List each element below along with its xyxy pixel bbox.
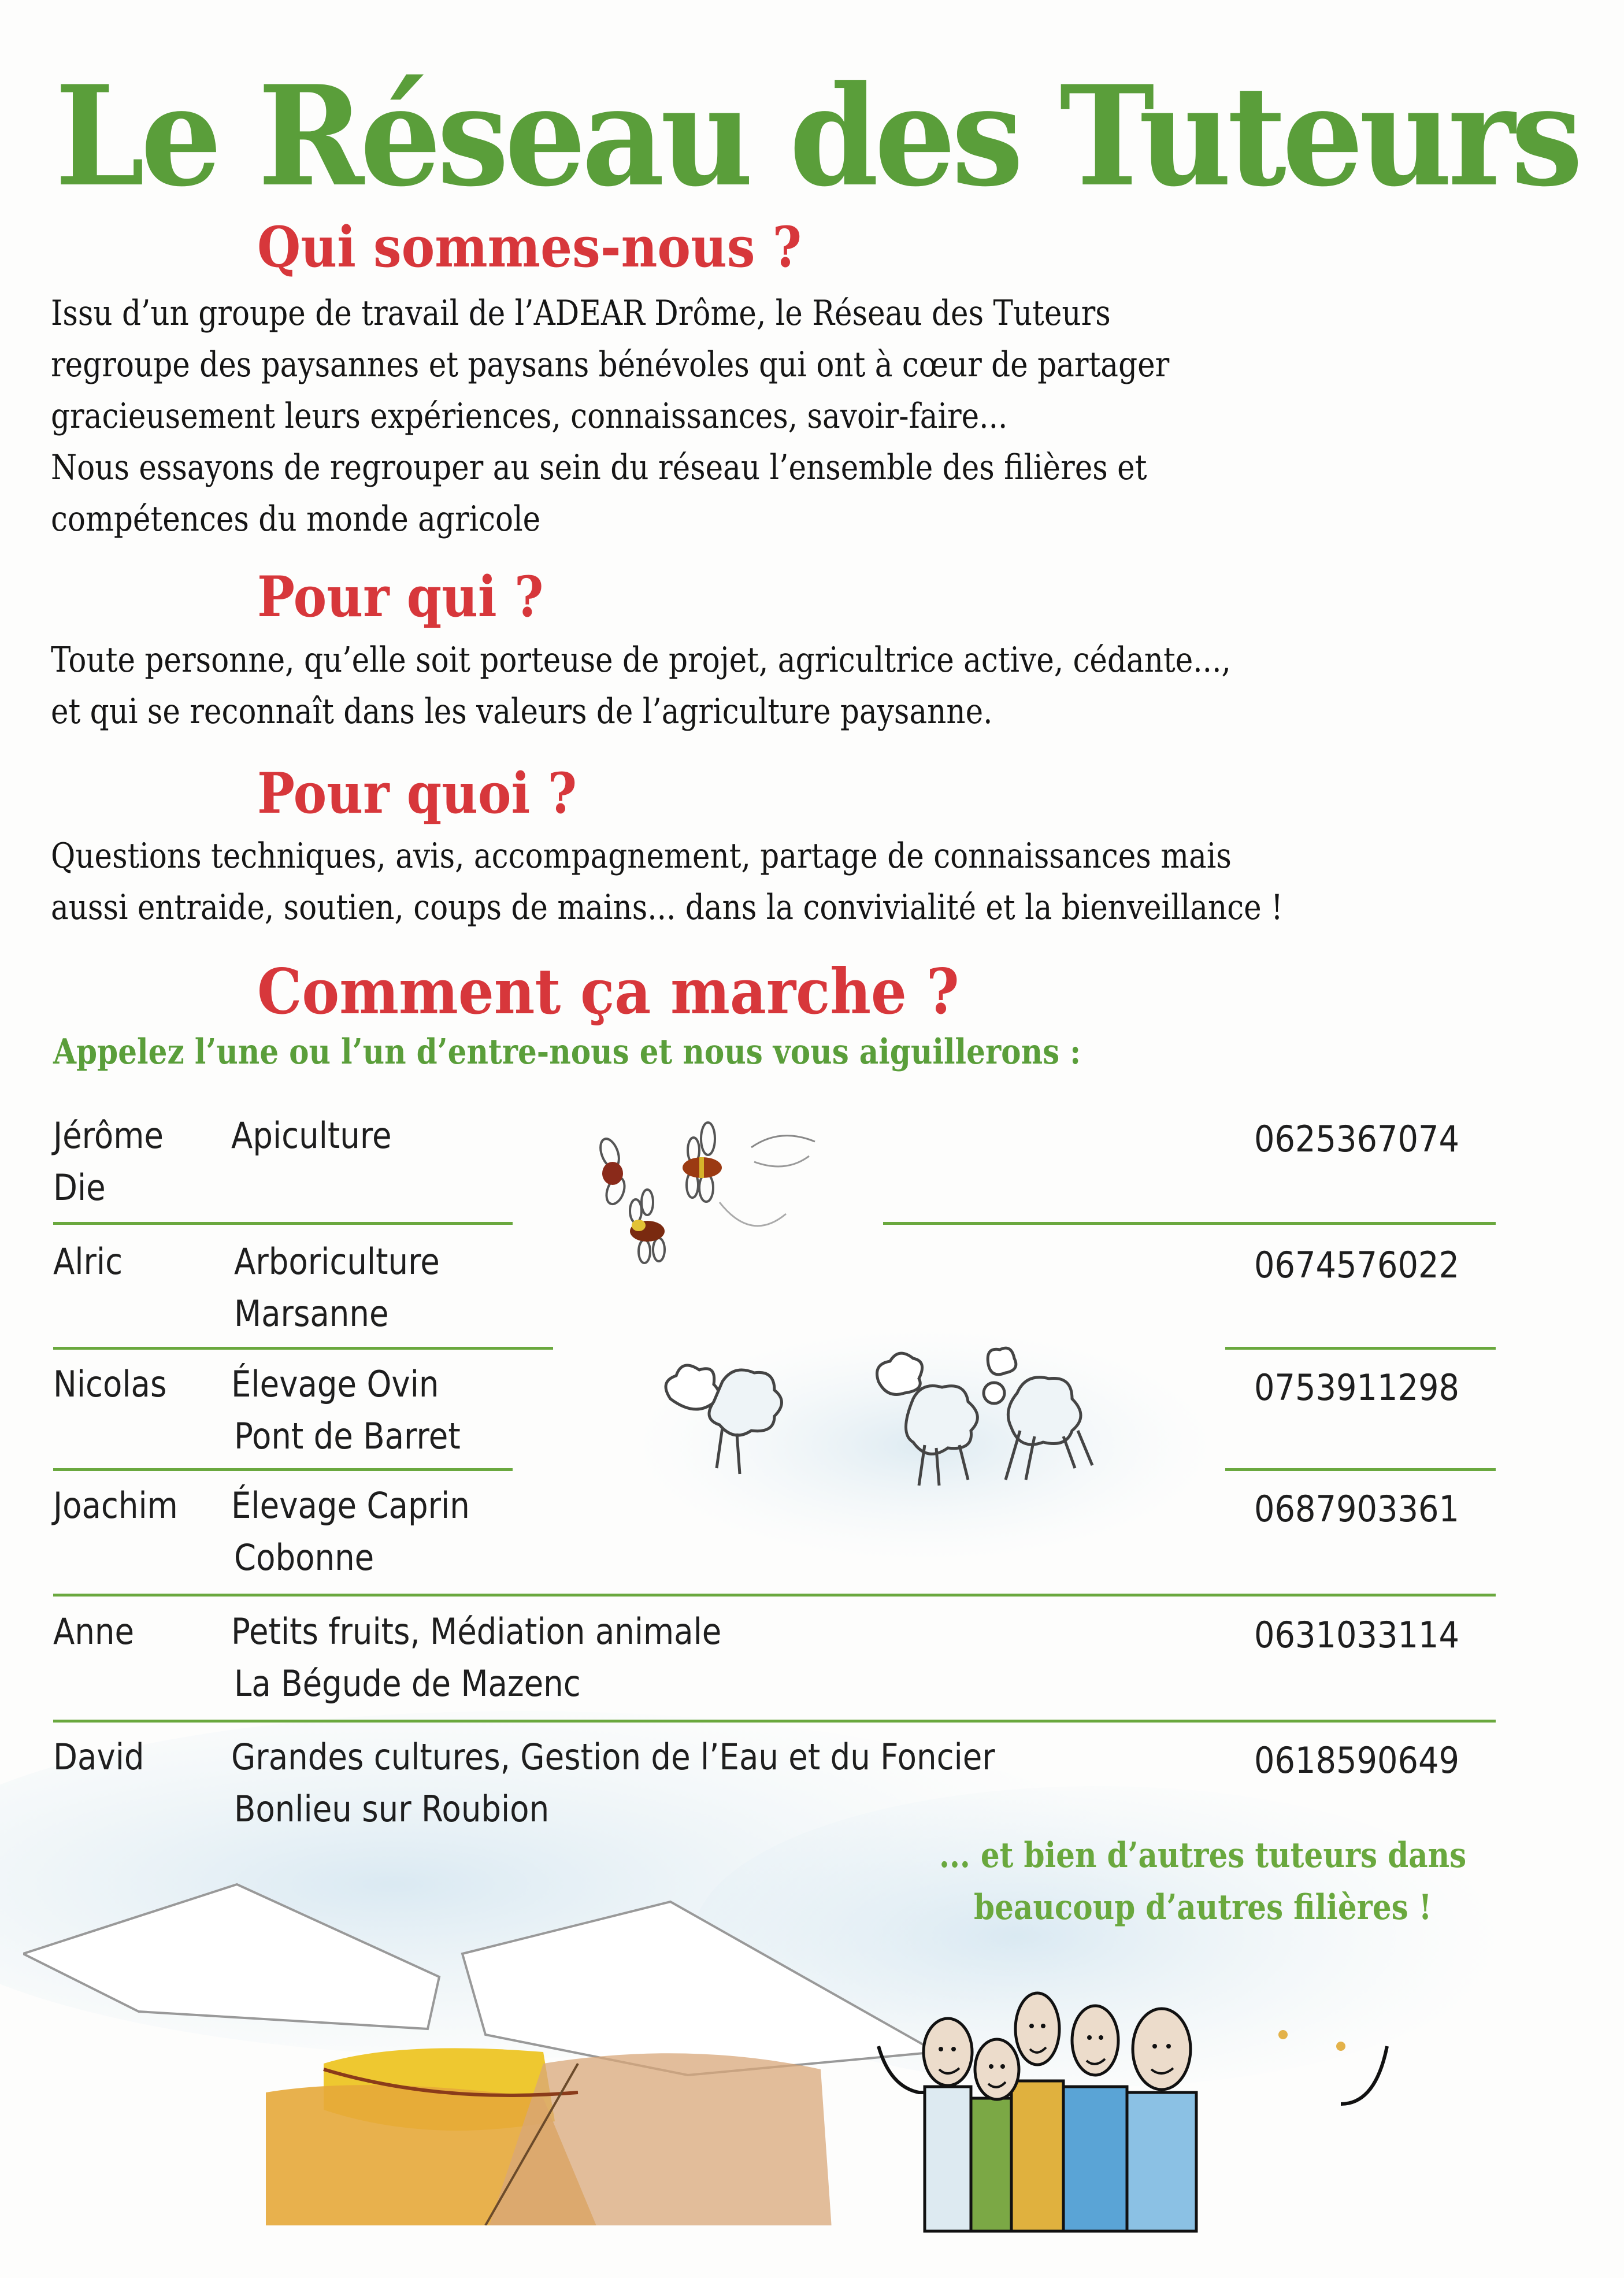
heading-why: Pour quoi ? bbox=[257, 761, 577, 826]
sheep-illustration bbox=[636, 1329, 1156, 1503]
tutor-specialty: Grandes cultures, Gestion de l’Eau et du Foncier bbox=[231, 1736, 995, 1778]
text-line: Questions techniques, avis, accompagnement, partage de connaissances mais bbox=[51, 836, 1232, 876]
tutor-specialty: Arboriculture bbox=[234, 1240, 440, 1283]
sheep-icon bbox=[984, 1348, 1092, 1480]
tutor-specialty: Apiculture bbox=[231, 1114, 392, 1157]
tutor-phone[interactable]: 0687903361 bbox=[1254, 1488, 1460, 1530]
hills-landscape-illustration bbox=[23, 1821, 977, 2225]
tutor-name: Nicolas bbox=[53, 1363, 167, 1405]
closing-line-1: ... et bien d’autres tuteurs dans bbox=[939, 1835, 1467, 1876]
tutor-specialty: Élevage Caprin bbox=[231, 1484, 470, 1527]
hill-left bbox=[23, 1884, 439, 2029]
tutor-location: Die bbox=[53, 1166, 106, 1209]
tutor-phone[interactable]: 0625367074 bbox=[1254, 1118, 1460, 1160]
closing-line-2: beaucoup d’autres filières ! bbox=[974, 1887, 1432, 1928]
tutor-phone[interactable]: 0618590649 bbox=[1254, 1739, 1460, 1781]
heading-who: Qui sommes-nous ? bbox=[257, 214, 802, 280]
row-divider bbox=[53, 1720, 1496, 1723]
row-divider bbox=[53, 1468, 513, 1471]
text-line: compétences du monde agricole bbox=[51, 499, 541, 539]
page-title: Le Réseau des Tuteurs bbox=[55, 56, 1579, 217]
heading-how: Comment ça marche ? bbox=[257, 955, 959, 1028]
text-line: gracieusement leurs expériences, connaissances, savoir-faire... bbox=[51, 396, 1008, 436]
who-paragraph bbox=[51, 288, 1169, 545]
tutor-specialty: Élevage Ovin bbox=[231, 1363, 439, 1405]
heading-for-whom: Pour qui ? bbox=[257, 564, 544, 629]
tutor-location: Bonlieu sur Roubion bbox=[234, 1788, 550, 1830]
tutor-specialty: Petits fruits, Médiation animale bbox=[231, 1610, 722, 1653]
tutor-location: Marsanne bbox=[234, 1292, 389, 1335]
bees-illustration bbox=[578, 1116, 867, 1266]
tutor-name: Alric bbox=[53, 1240, 123, 1283]
row-divider bbox=[1225, 1468, 1496, 1471]
tutor-location: Pont de Barret bbox=[234, 1415, 461, 1457]
text-line: aussi entraide, soutien, coups de mains... dans la convivialité et la bienveillance ! bbox=[51, 887, 1283, 928]
how-subheading: Appelez l’une ou l’un d’entre-nous et nous vous aiguillerons : bbox=[53, 1032, 1081, 1072]
row-divider bbox=[53, 1594, 1496, 1597]
tutor-name: Anne bbox=[53, 1610, 135, 1653]
tutor-location: Cobonne bbox=[234, 1536, 375, 1579]
text-line: Toute personne, qu’elle soit porteuse de projet, agricultrice active, cédante..., bbox=[51, 640, 1231, 680]
tutor-phone[interactable]: 0631033114 bbox=[1254, 1614, 1460, 1656]
tutor-name: David bbox=[53, 1736, 144, 1778]
text-line: Issu d’un groupe de travail de l’ADEAR Drôme, le Réseau des Tuteurs bbox=[51, 293, 1111, 334]
text-line: et qui se reconnaît dans les valeurs de l’agriculture paysanne. bbox=[51, 691, 993, 732]
tutor-name: Joachim bbox=[53, 1484, 178, 1527]
tutor-phone[interactable]: 0674576022 bbox=[1254, 1244, 1460, 1286]
for-whom-paragraph bbox=[51, 635, 1231, 738]
text-line: regroupe des paysannes et paysans bénévoles qui ont à cœur de partager bbox=[51, 345, 1170, 385]
tutor-phone[interactable]: 0753911298 bbox=[1254, 1366, 1460, 1409]
sheep-icon bbox=[666, 1365, 782, 1474]
tutor-name: Jérôme bbox=[53, 1114, 164, 1157]
row-divider bbox=[883, 1222, 1496, 1225]
tutor-location: La Bégude de Mazenc bbox=[234, 1662, 581, 1705]
row-divider bbox=[1225, 1347, 1496, 1350]
group-of-people-illustration bbox=[867, 1954, 1416, 2243]
bee-body bbox=[602, 1162, 623, 1185]
text-line: Nous essayons de regrouper au sein du réseau l’ensemble des filières et bbox=[51, 447, 1147, 488]
sheep-icon bbox=[877, 1353, 978, 1486]
row-divider bbox=[53, 1222, 513, 1225]
row-divider bbox=[53, 1347, 553, 1350]
why-paragraph bbox=[51, 831, 1283, 934]
hill-right bbox=[462, 1902, 936, 2075]
